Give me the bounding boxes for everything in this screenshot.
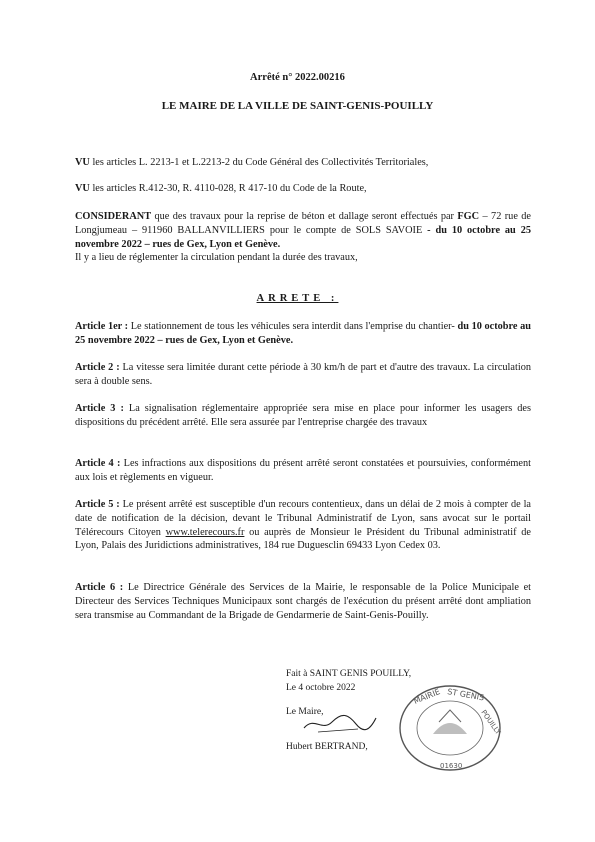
handwritten-signature xyxy=(300,708,380,738)
considerant-text: – 72 rue de Longjumeau – 911960 BALLANVILLIERS pour le compte de SOLS SAVOIE xyxy=(75,211,531,236)
article-text: La signalisation réglementaire appropriée sera mise en place pour informer les usagers des dispositions du précédent arrêté. Elle sera assurée par l'entreprise chargée des travaux xyxy=(75,403,531,428)
considerant-paragraph xyxy=(75,210,531,265)
article-lead: Article 1er : xyxy=(75,321,129,332)
article-6 xyxy=(75,581,531,622)
article-5 xyxy=(75,498,531,553)
vu-lead: VU xyxy=(75,183,90,194)
vu-lead: VU xyxy=(75,157,90,168)
works-dates: - du 10 octobre au 25 novembre 2022 – rues de Gex, Lyon et Genève. xyxy=(75,224,531,250)
article-text: La vitesse sera limitée durant cette période à 30 km/h de part et d'autre des travaux. La circulation sera à double sens. xyxy=(75,362,531,387)
article-lead: Article 2 : xyxy=(75,362,120,373)
svg-text:MAIRIE: MAIRIE xyxy=(412,687,442,706)
signature-role: Le Maire, xyxy=(286,707,324,717)
issuing-authority: LE MAIRE DE LA VILLE DE SAINT-GENIS-POUILLY xyxy=(161,100,434,112)
article-lead: Article 6 : xyxy=(75,582,124,593)
article-lead: Article 5 : xyxy=(75,499,120,510)
article-text: Les infractions aux dispositions du présent arrêté seront constatées et poursuivies, conformément aux lois et règlements en vigueur. xyxy=(75,458,531,483)
arrete-heading: ARRETE : xyxy=(256,293,339,304)
vu-paragraph-2 xyxy=(75,182,531,196)
article-3 xyxy=(75,402,531,430)
considerant-lead: CONSIDERANT xyxy=(75,211,152,222)
article-lead: Article 3 : xyxy=(75,403,124,414)
article-1 xyxy=(75,320,531,348)
svg-text:POUILLY: POUILLY xyxy=(479,708,503,737)
considerant-text: que des travaux pour la reprise de béton et dallage seront effectués par xyxy=(151,211,458,222)
vu-paragraph-1 xyxy=(75,156,531,170)
considerant-conclusion: Il y a lieu de réglementer la circulation pendant la durée des travaux, xyxy=(75,252,358,264)
signature-place: Fait à SAINT GENIS POUILLY, xyxy=(286,669,412,679)
arrete-number: Arrêté n° 2022.00216 xyxy=(250,72,345,83)
vu-text: les articles R.412-30, R. 4110-028, R 417-10 du Code de la Route, xyxy=(89,183,367,194)
mairie-stamp xyxy=(395,682,505,774)
article-2 xyxy=(75,361,531,389)
article-text: Le Directrice Générale des Services de la Mairie, le responsable de la Police Municipale et Directeur des Services Techniques Municipaux sont chargés de l'exécution du présent arrêté dont ampliation sera transmise au Commandant de la Brigade de Gendarmerie de Saint-Genis-Pouilly. xyxy=(75,582,531,621)
article-text: ou auprès de Monsieur le Président du Tribunal administratif de Lyon, Palais des Juridictions administratives, 184 rue Duguesclin 69433 Lyon Cedex 03. xyxy=(75,526,531,552)
svg-text:01630: 01630 xyxy=(440,762,463,770)
company-name: FGC xyxy=(457,211,480,222)
article-lead: Article 4 : xyxy=(75,458,121,469)
signature-date: Le 4 octobre 2022 xyxy=(286,683,356,693)
svg-text:ST GENIS: ST GENIS xyxy=(446,687,485,703)
article-bold-text: du 10 octobre au 25 novembre 2022 – rues de Gex, Lyon et Genève. xyxy=(75,321,531,346)
article-4 xyxy=(75,457,531,485)
telerecours-link[interactable]: www.telerecours.fr xyxy=(165,526,245,538)
signatory-name: Hubert BERTRAND, xyxy=(286,742,368,752)
article-text: Le présent arrêté est susceptible d'un recours contentieux, dans un délai de 2 mois à compter de la date de notification de la décision, devant le Tribunal Administratif de Lyon, sans avocat sur le portail Télérecours Citoyen xyxy=(75,499,532,538)
article-text: Le stationnement de tous les véhicules sera interdit dans l'emprise du chantier- xyxy=(128,321,458,332)
vu-text: les articles L. 2213-1 et L.2213-2 du Code Général des Collectivités Territoriales, xyxy=(89,157,429,168)
